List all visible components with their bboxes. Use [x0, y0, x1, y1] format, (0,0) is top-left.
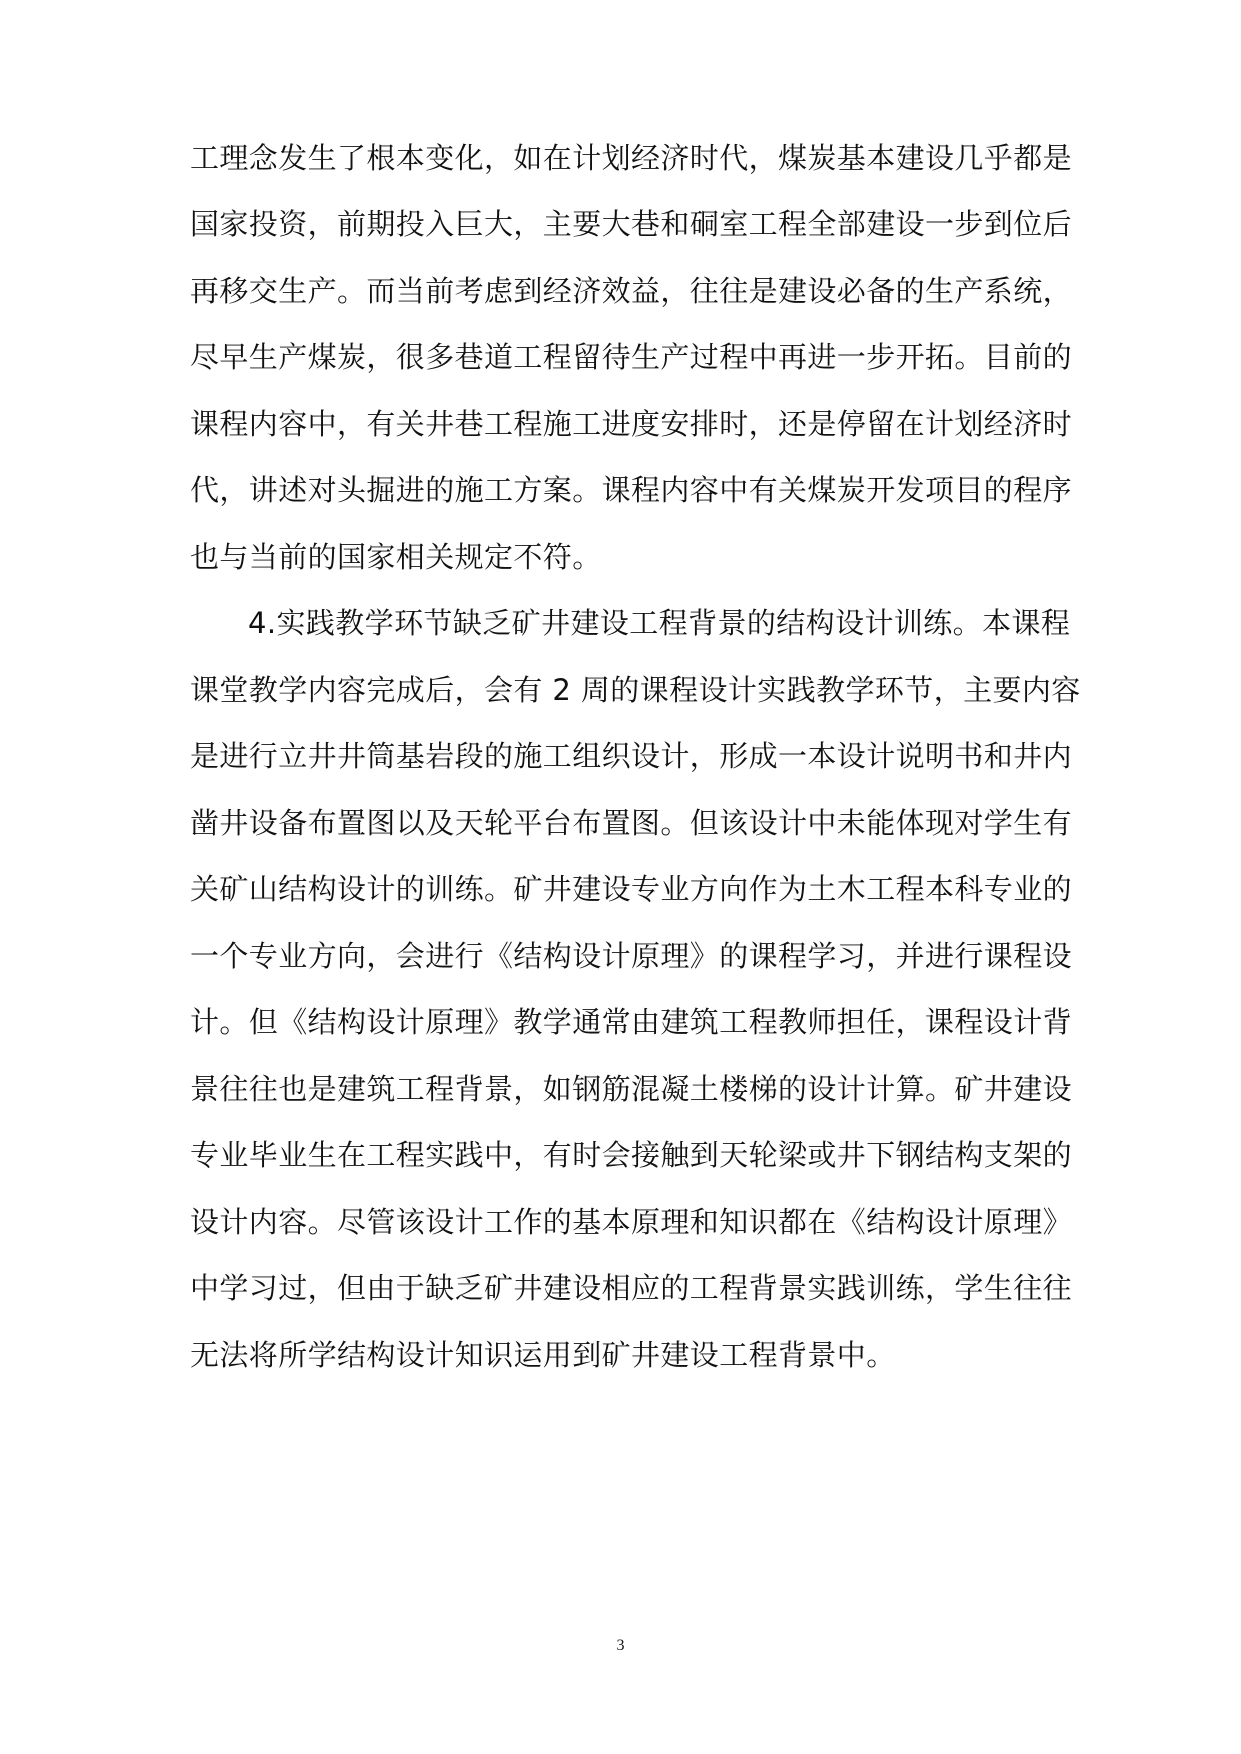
text-line: 中学习过，但由于缺乏矿井建设相应的工程背景实践训练，学生往往 [190, 1271, 1073, 1305]
text-line: 再移交生产。而当前考虑到经济效益，往往是建设必备的生产系统， [190, 274, 1073, 308]
text-line: 景往往也是建筑工程背景，如钢筋混凝土楼梯的设计计算。矿井建设 [190, 1072, 1073, 1106]
text-line: 关矿山结构设计的训练。矿井建设专业方向作为土木工程本科专业的 [190, 872, 1073, 906]
text-line: 也与当前的国家相关规定不符。 [190, 540, 602, 574]
text-line: 国家投资，前期投入巨大，主要大巷和硐室工程全部建设一步到位后 [190, 207, 1073, 241]
text-line: 一个专业方向，会进行《结构设计原理》的课程学习，并进行课程设 [190, 939, 1073, 973]
page-number: 3 [616, 1637, 625, 1654]
text-line: 是进行立井井筒基岩段的施工组织设计，形成一本设计说明书和井内 [190, 739, 1073, 773]
text-line: 工理念发生了根本变化，如在计划经济时代，煤炭基本建设几乎都是 [190, 141, 1073, 175]
text-line: 课程内容中，有关井巷工程施工进度安排时，还是停留在计划经济时 [190, 407, 1073, 441]
text-line: 专业毕业生在工程实践中，有时会接触到天轮梁或井下钢结构支架的 [190, 1138, 1073, 1172]
text-line: 4.实践教学环节缺乏矿井建设工程背景的结构设计训练。本课程 [248, 606, 1071, 640]
text-line: 凿井设备布置图以及天轮平台布置图。但该设计中未能体现对学生有 [190, 806, 1073, 840]
text-line: 计。但《结构设计原理》教学通常由建筑工程教师担任，课程设计背 [190, 1005, 1073, 1039]
text-line: 代，讲述对头掘进的施工方案。课程内容中有关煤炭开发项目的程序 [190, 473, 1073, 507]
text-line: 无法将所学结构设计知识运用到矿井建设工程背景中。 [190, 1338, 896, 1372]
text-line: 课堂教学内容完成后，会有 2 周的课程设计实践教学环节，主要内容 [190, 673, 1081, 707]
text-line: 尽早生产煤炭，很多巷道工程留待生产过程中再进一步开拓。目前的 [190, 340, 1073, 374]
text-line: 设计内容。尽管该设计工作的基本原理和知识都在《结构设计原理》 [190, 1205, 1073, 1239]
